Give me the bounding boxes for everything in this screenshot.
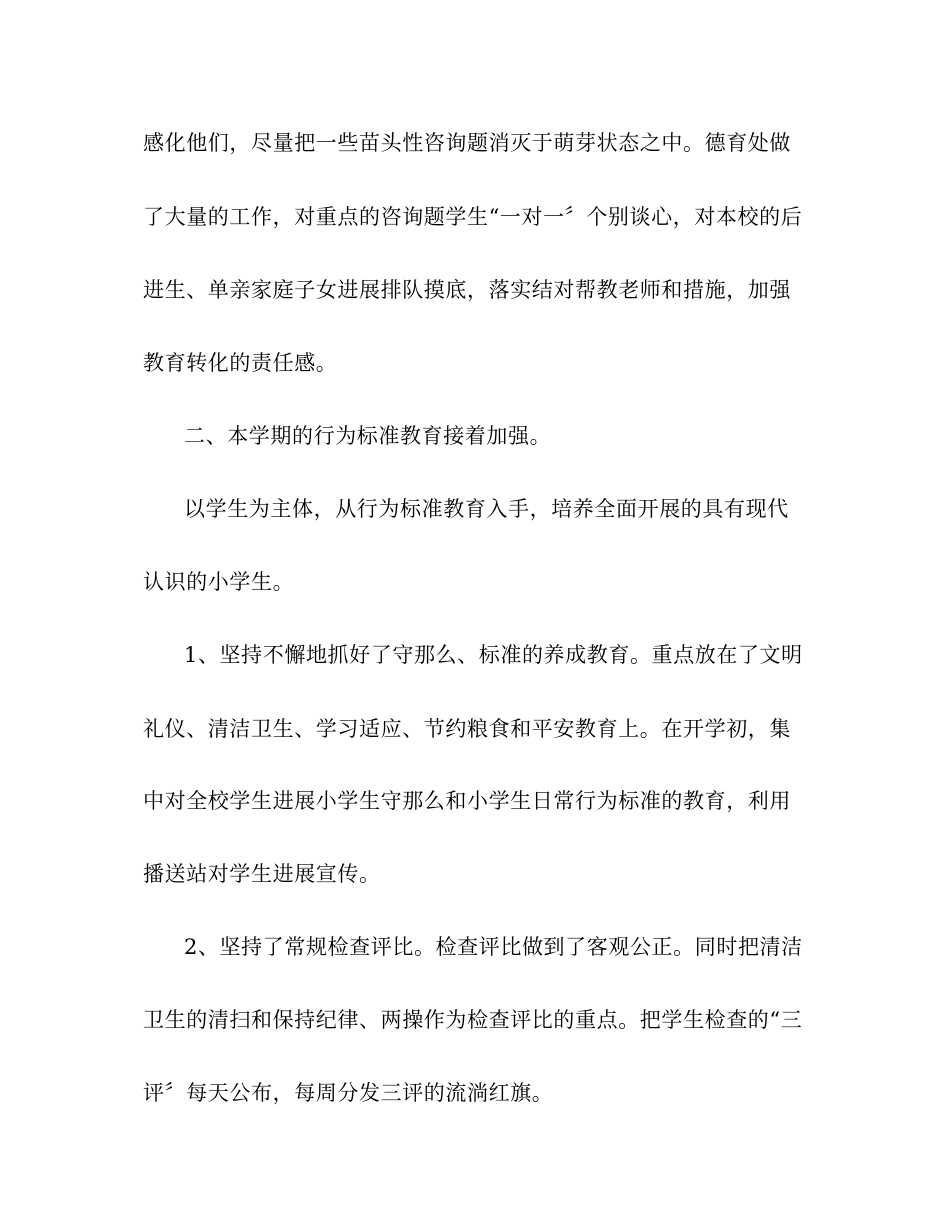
paragraph-line: 中对全校学生进展小学生守那么和小学生日常行为标准的教育，利用 [143,789,791,813]
paragraph-line: 2、坚持了常规检查评比。检查评比做到了客观公正。同时把清洁 [184,935,803,959]
paragraph-line: 礼仪、清洁卫生、学习适应、节约粮食和平安教育上。在开学初，集 [143,717,791,741]
paragraph-line: 评〞每天公布，每周分发三评的流淌红旗。 [143,1081,554,1105]
paragraph-line: 播送站对学生进展宣传。 [143,862,381,886]
paragraph-line: 感化他们，尽量把一些苗头性咨询题消灭于萌芽状态之中。德育处做 [143,131,791,155]
paragraph-line: 1、坚持不懈地抓好了守那么、标准的养成教育。重点放在了文明 [184,643,803,667]
paragraph-line: 了大量的工作，对重点的咨询题学生“一对一〞个别谈心，对本校的后 [143,205,803,229]
paragraph-line: 以学生为主体，从行为标准教育入手，培养全面开展的具有现代 [184,497,789,521]
paragraph-line: 认识的小学生。 [143,570,295,594]
paragraph-line: 教育转化的责任感。 [143,351,338,375]
paragraph-line: 卫生的清扫和保持纪律、两操作为检查评比的重点。把学生检查的“三 [143,1008,803,1032]
section-heading: 二、本学期的行为标准教育接着加强。 [184,424,552,448]
paragraph-line: 进生、单亲家庭子女进展排队摸底，落实结对帮教老师和措施，加强 [143,278,791,302]
